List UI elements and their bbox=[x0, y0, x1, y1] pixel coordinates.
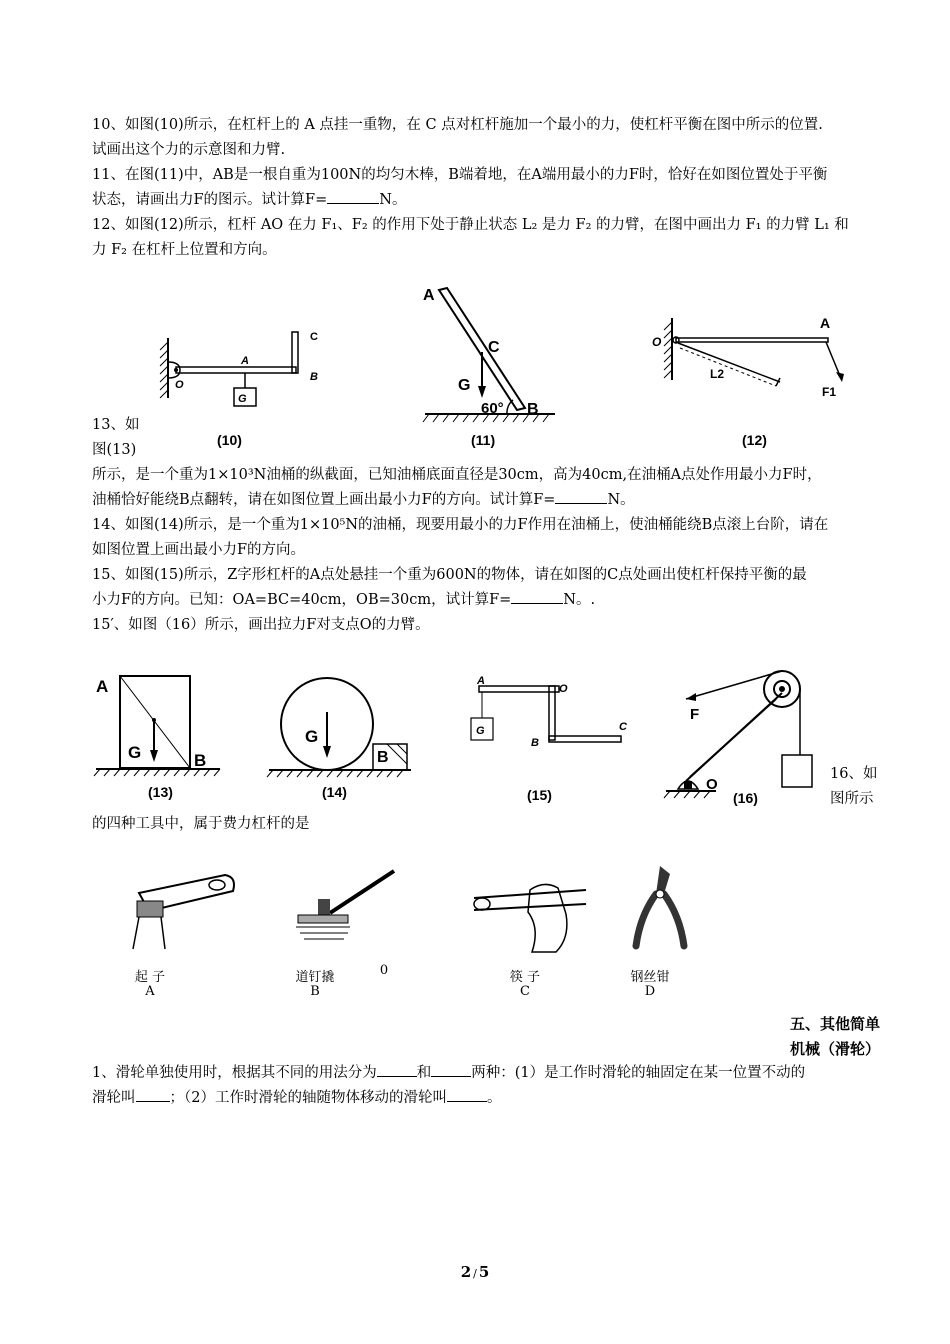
fig10-label-B: B bbox=[310, 371, 318, 383]
page-number bbox=[0, 1263, 950, 1281]
tool-a-letter: A bbox=[145, 984, 155, 999]
fig15-label-C: C bbox=[619, 721, 627, 733]
q14-line2: 如图位置上画出最小力F的方向。 bbox=[92, 542, 306, 558]
tool-b-letter: B bbox=[310, 984, 320, 999]
q13-prefix1: 13、如 bbox=[92, 417, 140, 433]
fig10-label-O: O bbox=[175, 379, 184, 391]
fig15-label-B: B bbox=[531, 737, 539, 749]
fig15-label-G: G bbox=[476, 725, 485, 737]
fig11-caption: (11) bbox=[471, 432, 496, 448]
p1-text-e: ；（2）工作时滑轮的轴随物体移动的滑轮叫 bbox=[169, 1090, 447, 1106]
figure-13 bbox=[92, 670, 227, 780]
figure-10 bbox=[150, 320, 350, 410]
p1-text-c: 两种：(1）是工作时滑轮的轴固定在某一位置不动的 bbox=[471, 1065, 806, 1081]
fig15-label-A: A bbox=[477, 675, 485, 687]
fig12-label-L2: L2 bbox=[710, 367, 725, 381]
q13-line1: 所示，是一个重为1×10³N油桶的纵截面，已知油桶底面直径是30cm，高为40cm,在油桶A点处作用最小力F时， bbox=[92, 467, 822, 483]
fig12-label-A: A bbox=[820, 315, 831, 331]
tool-d-letter: D bbox=[644, 984, 656, 999]
fig11-label-B: B bbox=[527, 401, 539, 418]
q13-unit: N。 bbox=[607, 492, 635, 508]
answer-blank[interactable] bbox=[136, 1087, 170, 1102]
q16-side1: 16、如 bbox=[830, 766, 878, 782]
tool-c-letter: C bbox=[520, 984, 530, 999]
fig14-caption: (14) bbox=[322, 784, 347, 800]
tool-d-name: 钢丝钳 bbox=[630, 970, 670, 985]
page-total: 5 bbox=[478, 1263, 490, 1281]
fig10-label-G: G bbox=[238, 393, 247, 405]
fig11-label-G: G bbox=[458, 377, 471, 394]
q15b-line: 15′、如图（16）所示，画出拉力F对支点O的力臂。 bbox=[92, 617, 430, 633]
q12-line1: 12、如图(12)所示，杠杆 AO 在力 F₁、F₂ 的作用下处于静止状态 L₂ 是力 F₂ 的力臂，在图中画出力 F₁ 的力臂 L₁ 和 bbox=[92, 217, 849, 233]
fig15-caption: (15) bbox=[527, 787, 552, 803]
answer-blank[interactable] bbox=[555, 489, 607, 504]
q11-line1: 11、在图(11)中，AB是一根自重为100N的均匀木棒，B端着地，在A端用最小的力F时，恰好在如图位置处于平衡 bbox=[92, 167, 828, 183]
q15-line2-text: 小力F的方向。已知：OA=BC=40cm，OB=30cm，试计算F= bbox=[92, 592, 512, 608]
section-title-line1: 五、其他简单 bbox=[789, 1015, 880, 1033]
answer-blank[interactable] bbox=[377, 1062, 417, 1077]
fig13-label-A: A bbox=[96, 677, 109, 696]
figure-15 bbox=[465, 672, 635, 762]
fig11-label-angle: 60° bbox=[481, 400, 504, 417]
p1-line1 bbox=[92, 1061, 805, 1085]
q11-unit: N。 bbox=[379, 192, 407, 208]
fig10-caption: (10) bbox=[217, 432, 242, 448]
q13-line2 bbox=[92, 488, 635, 512]
q13-prefix2: 图(13) bbox=[92, 442, 137, 458]
answer-blank[interactable] bbox=[511, 589, 563, 604]
tool-b-name: 道钉撬 bbox=[295, 970, 335, 985]
fig14-label-B: B bbox=[377, 749, 389, 766]
section-title-line2: 机械（滑轮） bbox=[789, 1040, 880, 1058]
page-sep: / bbox=[473, 1267, 477, 1280]
tool-a-name: 起 子 bbox=[134, 970, 166, 985]
p1-line2 bbox=[92, 1086, 501, 1110]
figure-12 bbox=[650, 310, 850, 400]
p1-text-f: 。 bbox=[486, 1090, 502, 1106]
q14-line1: 14、如图(14)所示，是一个重为1×10⁵N的油桶，现要用最小的力F作用在油桶上，使油桶能绕B点滚上台阶，请在 bbox=[92, 517, 829, 533]
fig10-label-C: C bbox=[310, 331, 318, 343]
fig16-label-F: F bbox=[690, 706, 700, 723]
p1-text-d: 滑轮叫 bbox=[92, 1090, 136, 1106]
fig12-caption: (12) bbox=[742, 432, 767, 448]
answer-blank[interactable] bbox=[431, 1062, 471, 1077]
fig10-label-A: A bbox=[241, 355, 249, 367]
q11-line2 bbox=[92, 188, 406, 212]
q10-line2: 试画出这个力的示意图和力臂. bbox=[92, 142, 286, 158]
q16-side2: 图所示 bbox=[830, 791, 874, 807]
tool-c-name: 筷 子 bbox=[509, 970, 541, 985]
fig13-label-G: G bbox=[128, 743, 142, 762]
p1-text-a: 1、滑轮单独使用时，根据其不同的用法分为 bbox=[92, 1065, 377, 1081]
spike-crowbar-image bbox=[290, 865, 400, 955]
q13-line2-text: 油桶恰好能绕B点翻转，请在如图位置上画出最小力F的方向。试计算F= bbox=[92, 492, 556, 508]
fig12-label-O: O bbox=[652, 335, 662, 349]
q15-line2 bbox=[92, 588, 595, 612]
q16-line: 的四种工具中，属于费力杠杆的是 bbox=[92, 816, 310, 832]
fig15-label-O: O bbox=[559, 683, 568, 695]
p1-text-b: 和 bbox=[416, 1065, 432, 1081]
q15-unit: N。. bbox=[563, 592, 596, 608]
page-current: 2 bbox=[460, 1263, 472, 1281]
figure-11 bbox=[415, 280, 565, 430]
figure-14 bbox=[265, 670, 415, 780]
fig13-caption: (13) bbox=[148, 784, 173, 800]
fig16-caption: (16) bbox=[733, 790, 758, 806]
pliers-image bbox=[626, 860, 696, 960]
fig11-label-C: C bbox=[488, 339, 500, 356]
bottle-opener-image bbox=[125, 865, 240, 955]
fig16-label-O: O bbox=[706, 776, 718, 793]
fig11-label-A: A bbox=[423, 287, 435, 304]
q10-line1: 10、如图(10)所示，在杠杆上的 A 点挂一重物，在 C 点对杠杆施加一个最小的力，使杠杆平衡在图中所示的位置. bbox=[92, 117, 823, 133]
q11-line2-text: 状态，请画出力F的图示。试计算F= bbox=[92, 192, 328, 208]
figure-16 bbox=[660, 665, 820, 805]
tool-b-extra: 0 bbox=[379, 963, 389, 978]
fig13-label-B: B bbox=[194, 751, 207, 770]
q12-line2: 力 F₂ 在杠杆上位置和方向。 bbox=[92, 242, 277, 258]
answer-blank[interactable] bbox=[447, 1087, 487, 1102]
fig12-label-F1: F1 bbox=[822, 385, 837, 399]
answer-blank[interactable] bbox=[327, 189, 379, 204]
q15-line1: 15、如图(15)所示，Z字形杠杆的A点处悬挂一个重为600N的物体，请在如图的C点处画出使杠杆保持平衡的最 bbox=[92, 567, 807, 583]
fig14-label-G: G bbox=[305, 727, 319, 746]
chopsticks-image bbox=[470, 868, 590, 958]
